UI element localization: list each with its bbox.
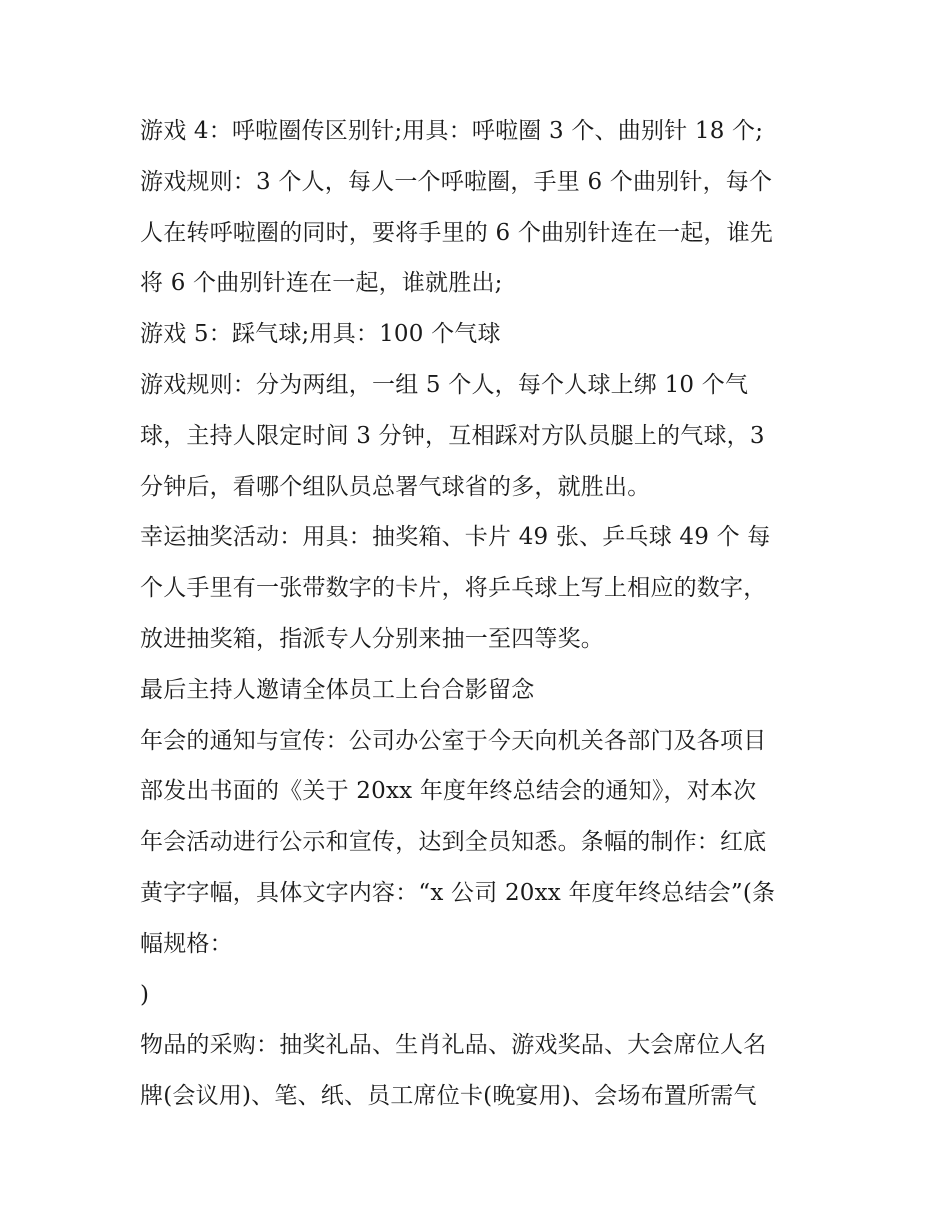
text-line: 年会活动进行公示和宣传，达到全员知悉。条幅的制作：红底 — [140, 829, 767, 856]
text-line: 幸运抽奖活动：用具：抽奖箱、卡片 49 张、乒乓球 49 个 每 — [140, 524, 771, 551]
text-line: ) — [140, 981, 150, 1008]
document-body — [140, 106, 830, 1122]
text-line: 部发出书面的《关于 20xx 年度年终总结会的通知》，对本次 — [140, 778, 757, 805]
text-line: 游戏 4：呼啦圈传区别针;用具：呼啦圈 3 个、曲别针 18 个; — [140, 118, 764, 144]
text-line: 黄字字幅，具体文字内容：“x 公司 20xx 年度年终总结会”(条 — [140, 879, 776, 906]
text-line: 游戏规则：分为两组，一组 5 个人，每个人球上绑 10 个气 — [140, 371, 749, 398]
text-line: 牌(会议用)、笔、纸、员工席位卡(晚宴用)、会场布置所需气 — [140, 1083, 757, 1110]
text-line: 物品的采购：抽奖礼品、生肖礼品、游戏奖品、大会席位人名 — [140, 1032, 767, 1059]
text-line: 球，主持人限定时间 3 分钟，互相踩对方队员腿上的气球，3 — [140, 422, 765, 449]
text-line: 个人手里有一张带数字的卡片，将乒乓球上写上相应的数字， — [140, 575, 767, 602]
text-line: 分钟后，看哪个组队员总署气球省的多，就胜出。 — [140, 473, 651, 500]
text-line: 放进抽奖箱，指派专人分别来抽一至四等奖。 — [140, 625, 604, 652]
text-line: 游戏 5：踩气球;用具：100 个气球 — [140, 321, 501, 348]
text-line: 人在转呼啦圈的同时，要将手里的 6 个曲别针连在一起，谁先 — [140, 219, 774, 246]
text-line: 最后主持人邀请全体员工上台合影留念 — [140, 676, 535, 703]
text-line: 幅规格： — [140, 930, 233, 957]
text-line: 将 6 个曲别针连在一起，谁就胜出; — [140, 270, 503, 297]
text-line: 年会的通知与宣传：公司办公室于今天向机关各部门及各项目 — [140, 727, 767, 754]
text-line: 游戏规则：3 个人，每人一个呼啦圈，手里 6 个曲别针，每个 — [140, 168, 773, 195]
